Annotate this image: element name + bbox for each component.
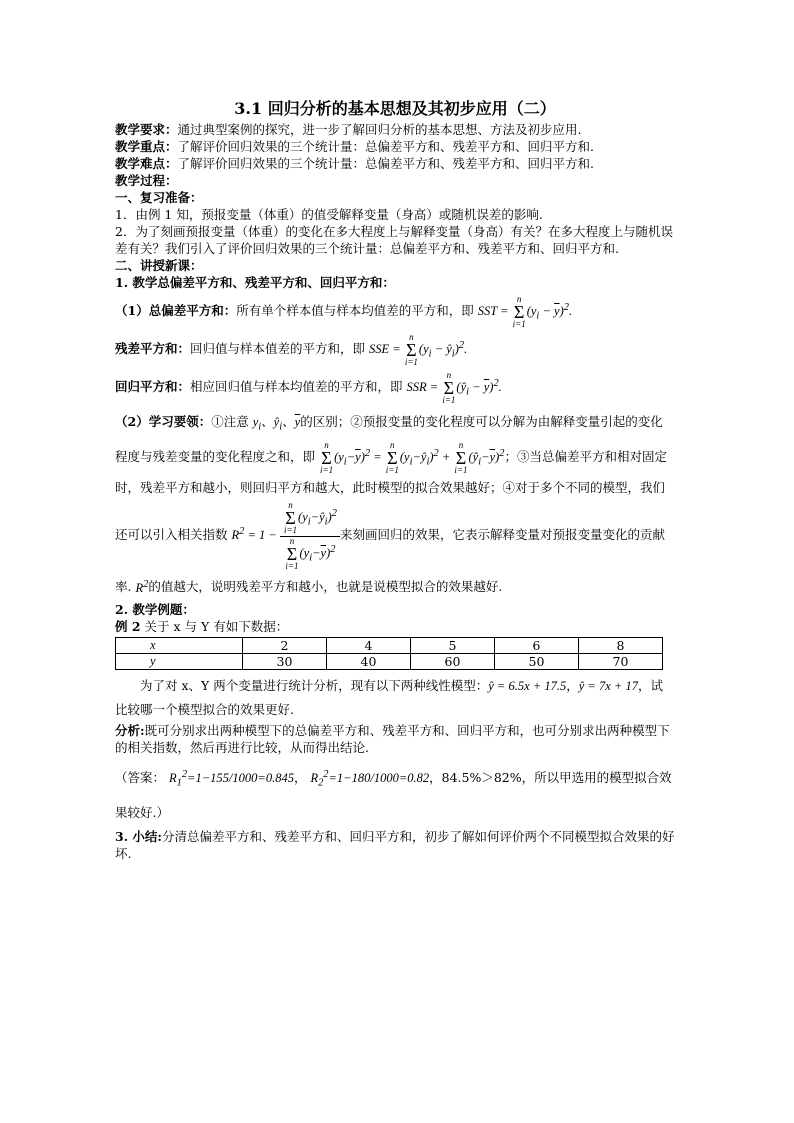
example-para-1: 为了对 x、Y 两个变量进行统计分析，现有以下两种线性模型：: [140, 677, 489, 693]
table-cell: 8: [579, 637, 663, 653]
sse-text: 回归值与样本值差的平方和，即: [190, 340, 366, 356]
key-label: 教学重点：: [115, 139, 178, 154]
example-2-intro: [115, 618, 675, 635]
section-1-para-1: 1．由例 1 知，预报变量（体重）的值受解释变量（身高）或随机误差的影响.: [115, 207, 543, 222]
kp-text-4: 来刻画回归的效果，它表示解释变量对预报变量变化的贡献率.: [115, 527, 665, 595]
page-title: 3.1 回归分析的基本思想及其初步应用（二）: [234, 99, 556, 118]
answer-r2: =1−180/1000=0.82: [328, 770, 430, 785]
summary-text: 分清总偏差平方和、残差平方和、回归平方和，初步了解如何评价两个不同模型拟合效果的好坏.: [115, 829, 675, 862]
table-cell: 60: [411, 653, 495, 669]
ssr-label: 回归平方和：: [115, 378, 191, 394]
teaching-difficulty: [115, 155, 675, 172]
summary-label: 3. 小结:: [115, 829, 163, 845]
answer-r1: =1−155/1000=0.845: [187, 770, 294, 785]
diff-label: 教学难点：: [115, 156, 178, 171]
ssr-formula: SSR = n Σ $i=1(ŷ_i - \overline{y})^2$.: [406, 370, 502, 405]
example-para-2: ，试比较哪一个模型拟合的效果更好.: [115, 677, 663, 717]
req-text: 通过典型案例的探究，进一步了解回归分析的基本思想、方法及初步应用.: [177, 122, 582, 137]
sse-label: 残差平方和：: [115, 340, 191, 356]
table-cell: 30: [243, 653, 327, 669]
answer-mid: ，84.5%＞82%，所以甲选用的模型拟合效果较好.）: [115, 769, 672, 821]
summary-paragraph: [115, 828, 675, 862]
teaching-requirement: [115, 121, 675, 138]
data-table: [115, 637, 663, 670]
sst-text: 所有单个样本值与样本均值差的平方和，即: [236, 302, 474, 318]
model-1: ŷ = 6.5x + 17.5: [488, 678, 567, 693]
r-squared-symbol: $R^2$: [135, 578, 149, 595]
answer-r1-symbol: $R_1^2$: [169, 768, 188, 789]
ssr-definition: [115, 371, 675, 405]
kp-text-2: 的区别；②预报变量的变化程度可以分解为由解释变量引起的变化程度与残差变量的变化程度之和，即: [115, 414, 663, 464]
table-cell: x: [116, 637, 243, 653]
sst-formula: SST = n Σ $i=1(y_i - \overline{y})^2$.: [477, 294, 573, 329]
example-models: 为了对 x、Y 两个变量进行统计分析，现有以下两种线性模型：ŷ = 6.5x + 17.5，ŷ = 7x + 17，试比较哪一个模型拟合的效果更好.: [115, 677, 663, 717]
analysis-text: 既可分别求出两种模型下的总偏差平方和、残差平方和、回归平方和，也可分别求出两种模型下的相关指数，然后再进行比较，从而得出结论.: [115, 722, 670, 755]
table-cell: y: [116, 653, 243, 669]
section-1-para-2: 2．为了刻画预报变量（体重）的变化在多大程度上与解释变量（身高）有关？在多大程度上与随机误差有关？我们引入了评价回归效果的三个统计量：总偏差平方和、残差平方和、回归平方和.: [115, 224, 673, 256]
section-1-heading: 一、复习准备：: [115, 190, 203, 205]
example-label: 例 2: [115, 618, 141, 634]
answer-open: （答案：: [115, 769, 166, 785]
analysis-paragraph: [115, 722, 675, 756]
ssr-text: 相应回归值与样本均值差的平方和，即: [190, 378, 403, 394]
example-text: 关于 x 与 Y 有如下数据：: [144, 618, 289, 634]
table-cell: 50: [495, 653, 579, 669]
key-points-paragraph: [115, 409, 675, 601]
sse-definition: [115, 333, 675, 367]
sst-definition: [115, 295, 675, 329]
kp-symbols: $y_i$、$ŷ_i$、$\overline{y}$: [252, 415, 301, 433]
process-label: 教学过程：: [115, 173, 178, 188]
section-2-sub-1: 1. 教学总偏差平方和、残差平方和、回归平方和：: [115, 275, 395, 290]
model-2: ŷ = 7x + 17: [578, 678, 638, 693]
key-text: 了解评价回归效果的三个统计量：总偏差平方和、残差平方和、回归平方和.: [177, 139, 594, 154]
kp-text-5: 的值越大，说明残差平方和越小，也就是说模型拟合的效果越好.: [148, 579, 503, 595]
diff-text: 了解评价回归效果的三个统计量：总偏差平方和、残差平方和、回归平方和.: [177, 156, 594, 171]
section-2-heading: 二、讲授新课：: [115, 258, 203, 273]
table-row: [116, 637, 663, 653]
sst-label: （1）总偏差平方和：: [115, 302, 237, 318]
table-cell: 70: [579, 653, 663, 669]
table-cell: 4: [327, 637, 411, 653]
kp-text-1: ①注意: [211, 414, 249, 429]
req-label: 教学要求：: [115, 122, 178, 137]
answer-paragraph: （答案： $R_1^2=1-155/1000=0.845$， $R_2^2=1-180/1000=0.82$，84.5%＞82%，所以甲选用的模型拟合效果较好.）: [115, 768, 672, 821]
table-cell: 2: [243, 637, 327, 653]
document-page: [115, 98, 675, 862]
sse-formula: SSE = n Σ $i=1(y_i$ − $ŷ_i)^2$.: [369, 332, 468, 367]
table-cell: 6: [495, 637, 579, 653]
table-cell: 5: [411, 637, 495, 653]
analysis-label: 分析:: [115, 722, 145, 738]
table-row: [116, 653, 663, 669]
decomposition-formula: n Σ $i=1(y_i-\overline{y})^2 = n$ Σ $i=1(y_i-ŷ_i)^2 + n$ Σ $i=1(ŷ_i-\overline{y})^2$: [320, 439, 505, 475]
section-2-sub-2: 2. 教学例题：: [115, 601, 195, 617]
r-squared-formula: $R^2 = 1$ − n Σ $i=1(y_i-ŷ_i)^2$ n Σ $i=1(y_i-\overline{y})^2$: [232, 528, 340, 542]
teaching-key-point: [115, 138, 675, 155]
table-cell: 40: [327, 653, 411, 669]
kp-text-3: ；③当总偏差平方和相对固定时，残差平方和越小，则回归平方和越大，此时模型的拟合效果越好；④对于多个不同的模型，我们还可以引入相关指数: [115, 448, 668, 543]
key-points-label: （2）学习要领：: [115, 414, 212, 429]
answer-r2-symbol: $R_2^2$: [310, 768, 329, 789]
